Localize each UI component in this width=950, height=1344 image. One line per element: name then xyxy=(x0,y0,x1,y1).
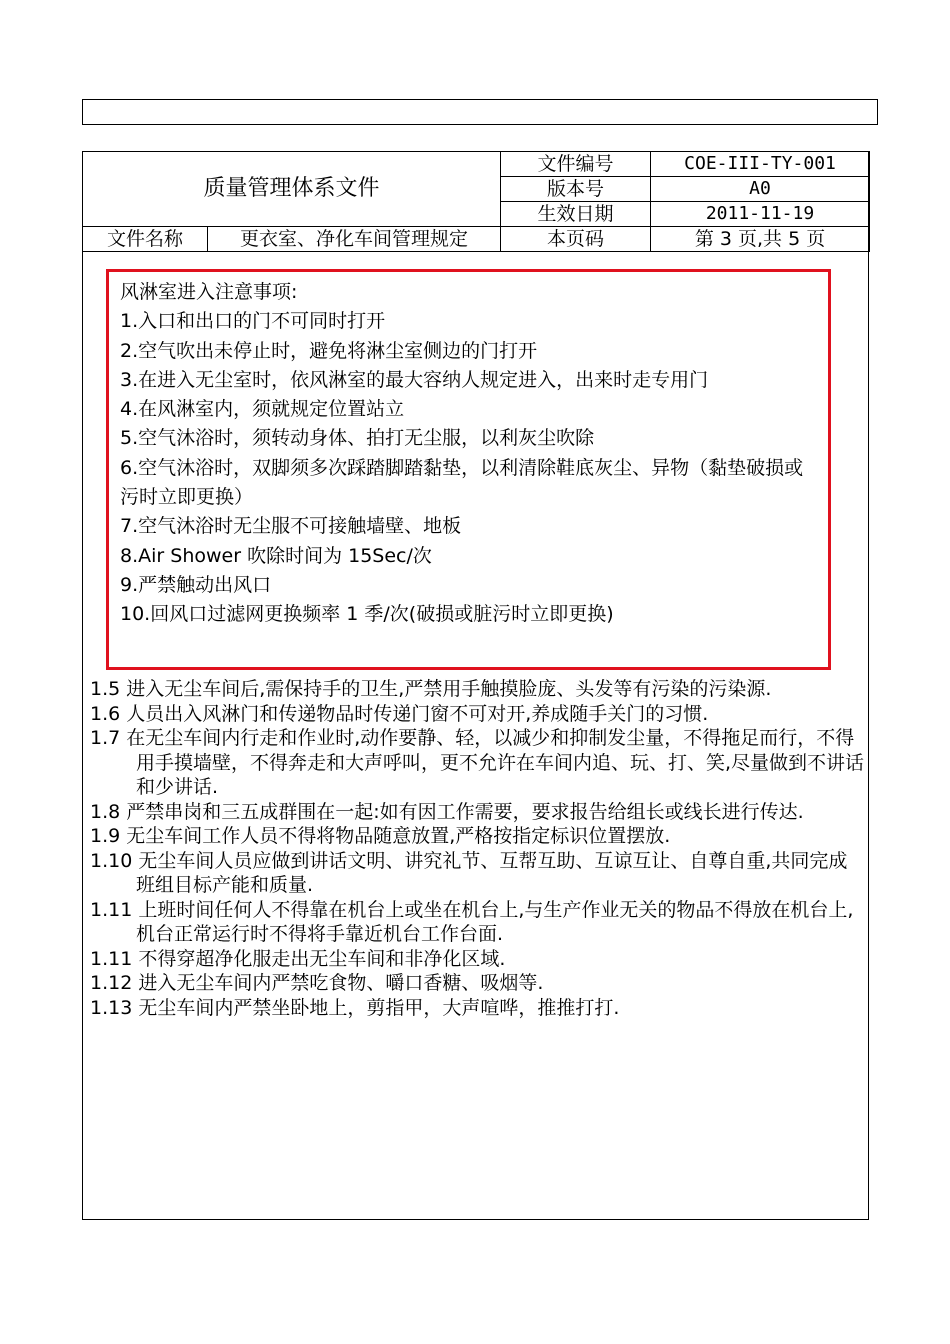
system-title: 质量管理体系文件 xyxy=(83,152,501,227)
rule-item: 1.9 无尘车间工作人员不得将物品随意放置,严格按指定标识位置摆放. xyxy=(90,825,671,847)
rule-item: 1.11 不得穿超净化服走出无尘车间和非净化区域. xyxy=(90,947,506,970)
rule-item: 1.12 进入无尘车间内严禁吃食物、嚼口香糖、吸烟等. xyxy=(90,972,544,994)
air-shower-notice-box xyxy=(106,269,831,670)
doc-name-value: 更衣室、净化车间管理规定 xyxy=(208,227,501,252)
cleanroom-rules-list xyxy=(90,677,865,1020)
air-shower-item: 2.空气吹出未停止时，避免将淋尘室侧边的门打开 xyxy=(120,339,538,362)
version-label: 版本号 xyxy=(501,177,651,202)
air-shower-item: 8.Air Shower 吹除时间为 15Sec/次 xyxy=(120,544,432,567)
doc-name-label: 文件名称 xyxy=(83,227,208,252)
air-shower-item: 7.空气沐浴时无尘服不可接触墙壁、地板 xyxy=(120,515,462,538)
page-no-value: 第 3 页,共 5 页 xyxy=(651,227,870,252)
document-header-table xyxy=(82,151,870,252)
air-shower-item: 10.回风口过滤网更换频率 1 季/次(破损或脏污时立即更换) xyxy=(120,603,614,626)
rule-item: 1.5 进入无尘车间后,需保持手的卫生,严禁用手触摸脸庞、头发等有污染的污染源. xyxy=(90,678,772,700)
air-shower-item: 9.严禁触动出风口 xyxy=(120,573,272,596)
air-shower-item: 5.空气沐浴时，须转动身体、拍打无尘服，以利灰尘吹除 xyxy=(120,427,595,450)
air-shower-item: 4.在风淋室内，须就规定位置站立 xyxy=(120,398,405,421)
rule-item: 1.11 上班时间任何人不得靠在机台上或坐在机台上,与生产作业无关的物品不得放在机台上,机台正常运行时不得将手靠近机台工作台面. xyxy=(90,898,854,945)
air-shower-item: 1.入口和出口的门不可同时打开 xyxy=(120,310,386,333)
page-no-label: 本页码 xyxy=(501,227,651,252)
rule-item: 1.10 无尘车间人员应做到讲话文明、讲究礼节、互帮互助、互谅互让、自尊自重,共同完成班组目标产能和质量. xyxy=(90,849,848,896)
top-empty-box xyxy=(82,99,878,125)
doc-no-label: 文件编号 xyxy=(501,152,651,177)
air-shower-item: 6.空气沐浴时，双脚须多次踩踏脚踏黏垫，以利清除鞋底灰尘、异物（黏垫破损或污时立即更换） xyxy=(120,456,804,509)
air-shower-heading: 风淋室进入注意事项: xyxy=(120,281,298,303)
effective-date-value: 2011-11-19 xyxy=(651,202,870,227)
air-shower-item: 3.在进入无尘室时，依风淋室的最大容纳人规定进入，出来时走专用门 xyxy=(120,368,709,391)
rule-item: 1.7 在无尘车间内行走和作业时,动作要静、轻，以减少和抑制发尘量，不得拖足而行，不得用手摸墙壁，不得奔走和大声呼叫，更不允许在车间内追、玩、打、笑,尽量做到不讲话和少讲话. xyxy=(90,727,865,798)
doc-no-value: COE-III-TY-001 xyxy=(651,152,870,177)
version-value: A0 xyxy=(651,177,870,202)
rule-item: 1.8 严禁串岗和三五成群围在一起:如有因工作需要，要求报告给组长或线长进行传达. xyxy=(90,800,804,823)
rule-item: 1.6 人员出入风淋门和传递物品时传递门窗不可对开,养成随手关门的习惯. xyxy=(90,702,709,725)
rule-item: 1.13 无尘车间内严禁坐卧地上，剪指甲，大声喧哗，推推打打. xyxy=(90,996,620,1019)
effective-date-label: 生效日期 xyxy=(501,202,651,227)
